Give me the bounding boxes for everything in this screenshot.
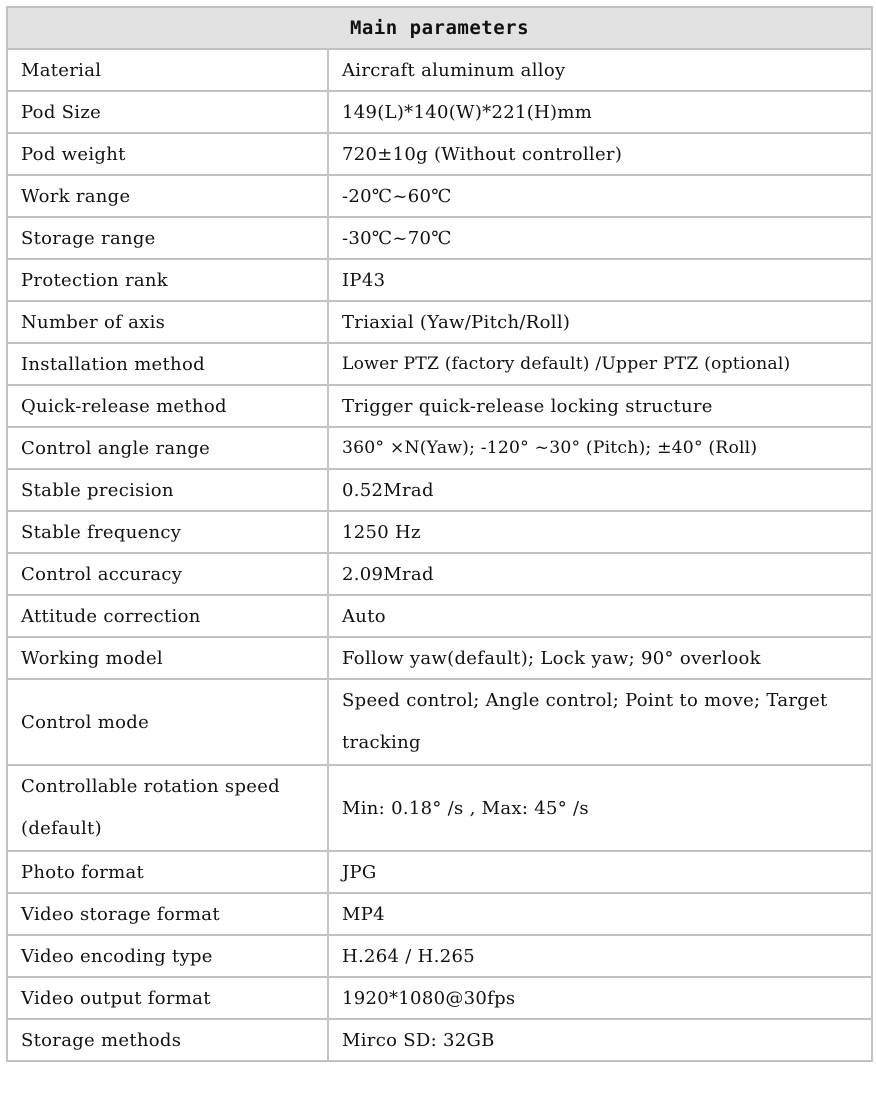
param-value: Mirco SD: 32GB — [328, 1019, 872, 1061]
table-row — [7, 91, 872, 133]
param-value: Triaxial (Yaw/Pitch/Roll) — [328, 301, 872, 343]
param-value: IP43 — [328, 259, 872, 301]
param-label: Control accuracy — [7, 553, 328, 595]
table-row — [7, 679, 872, 765]
param-value: Auto — [328, 595, 872, 637]
param-value: Follow yaw(default); Lock yaw; 90° overlook — [328, 637, 872, 679]
table-row — [7, 765, 872, 851]
param-value: Trigger quick-release locking structure — [328, 385, 872, 427]
table-row — [7, 217, 872, 259]
param-label: Pod Size — [7, 91, 328, 133]
table-row — [7, 935, 872, 977]
param-value: 1250 Hz — [328, 511, 872, 553]
param-label: Control mode — [7, 679, 328, 765]
param-label: Storage range — [7, 217, 328, 259]
param-label: Video storage format — [7, 893, 328, 935]
param-value: 2.09Mrad — [328, 553, 872, 595]
table-row — [7, 49, 872, 91]
param-label: Quick-release method — [7, 385, 328, 427]
table-row — [7, 511, 872, 553]
param-label: Material — [7, 49, 328, 91]
param-value: Lower PTZ (factory default) /Upper PTZ (optional) — [328, 343, 872, 385]
param-label: Control angle range — [7, 427, 328, 469]
param-label: Pod weight — [7, 133, 328, 175]
param-value: -20℃~60℃ — [328, 175, 872, 217]
table-header-row — [7, 7, 872, 49]
table-row — [7, 301, 872, 343]
param-label: Video output format — [7, 977, 328, 1019]
table-row — [7, 259, 872, 301]
param-value: 720±10g (Without controller) — [328, 133, 872, 175]
table-row — [7, 637, 872, 679]
param-value: 0.52Mrad — [328, 469, 872, 511]
param-value: MP4 — [328, 893, 872, 935]
param-value: 360° ×N(Yaw); -120° ~30° (Pitch); ±40° (Roll) — [328, 427, 872, 469]
table-row — [7, 385, 872, 427]
table-row — [7, 851, 872, 893]
table-row — [7, 343, 872, 385]
param-label: Work range — [7, 175, 328, 217]
param-label: Installation method — [7, 343, 328, 385]
param-label: Attitude correction — [7, 595, 328, 637]
table-row — [7, 427, 872, 469]
table-row — [7, 469, 872, 511]
param-value: Speed control; Angle control; Point to move; Target tracking — [328, 679, 872, 765]
param-label: Stable frequency — [7, 511, 328, 553]
param-value: -30℃~70℃ — [328, 217, 872, 259]
param-value: Aircraft aluminum alloy — [328, 49, 872, 91]
param-value: Min: 0.18° /s , Max: 45° /s — [328, 765, 872, 851]
param-value: 1920*1080@30fps — [328, 977, 872, 1019]
param-value: JPG — [328, 851, 872, 893]
table-row — [7, 133, 872, 175]
table-title: Main parameters — [7, 7, 872, 49]
parameters-table — [6, 6, 873, 1062]
param-value: 149(L)*140(W)*221(H)mm — [328, 91, 872, 133]
table-row — [7, 175, 872, 217]
param-label: Controllable rotation speed (default) — [7, 765, 328, 851]
param-label: Storage methods — [7, 1019, 328, 1061]
param-label: Stable precision — [7, 469, 328, 511]
table-row — [7, 977, 872, 1019]
param-label: Video encoding type — [7, 935, 328, 977]
param-label: Number of axis — [7, 301, 328, 343]
param-label: Working model — [7, 637, 328, 679]
param-label: Protection rank — [7, 259, 328, 301]
param-label: Photo format — [7, 851, 328, 893]
table-row — [7, 595, 872, 637]
table-row — [7, 553, 872, 595]
param-value: H.264 / H.265 — [328, 935, 872, 977]
table-row — [7, 893, 872, 935]
table-row — [7, 1019, 872, 1061]
